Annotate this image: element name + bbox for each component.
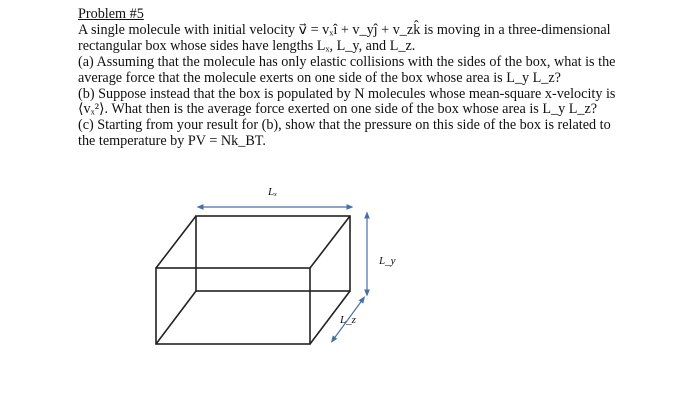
problem-part-a-line-1: (a) Assuming that the molecule has only elastic collisions with the sides of the box, what is the <box>78 53 616 70</box>
label-length-y: L_y <box>379 255 396 267</box>
problem-part-a-line-2: average force that the molecule exerts on one side of the box whose area is L_y L_z? <box>78 69 561 86</box>
problem-part-b-line-2: ⟨vₓ²⟩. What then is the average force exerted on one side of the box whose area is L_y L_z? <box>78 101 598 118</box>
box-edge-top-right <box>310 216 350 268</box>
label-length-x: Lₓ <box>268 186 278 198</box>
problem-title: Problem #5 <box>78 6 144 22</box>
box-edge-bottom-left <box>156 291 196 344</box>
problem-part-c-line-1: (c) Starting from your result for (b), show that the pressure on this side of the box is related to <box>78 117 611 134</box>
problem-line-2: rectangular box whose sides have lengths Lₓ, L_y, and L_z. <box>78 37 416 54</box>
box-front-face <box>156 268 310 344</box>
problem-line-1: A single molecule with initial velocity v⃗ = vₓî + v_yĵ + v_zk̂ is moving in a three-dimensional <box>78 21 611 38</box>
problem-part-c-line-2: the temperature by PV = Nk_BT. <box>78 133 266 150</box>
problem-part-b-line-1: (b) Suppose instead that the box is populated by N molecules whose mean-square x-velocity is <box>78 85 616 102</box>
box-edge-top-left <box>156 216 196 268</box>
label-length-z: L_z <box>340 314 356 326</box>
box-back-face <box>196 216 350 291</box>
